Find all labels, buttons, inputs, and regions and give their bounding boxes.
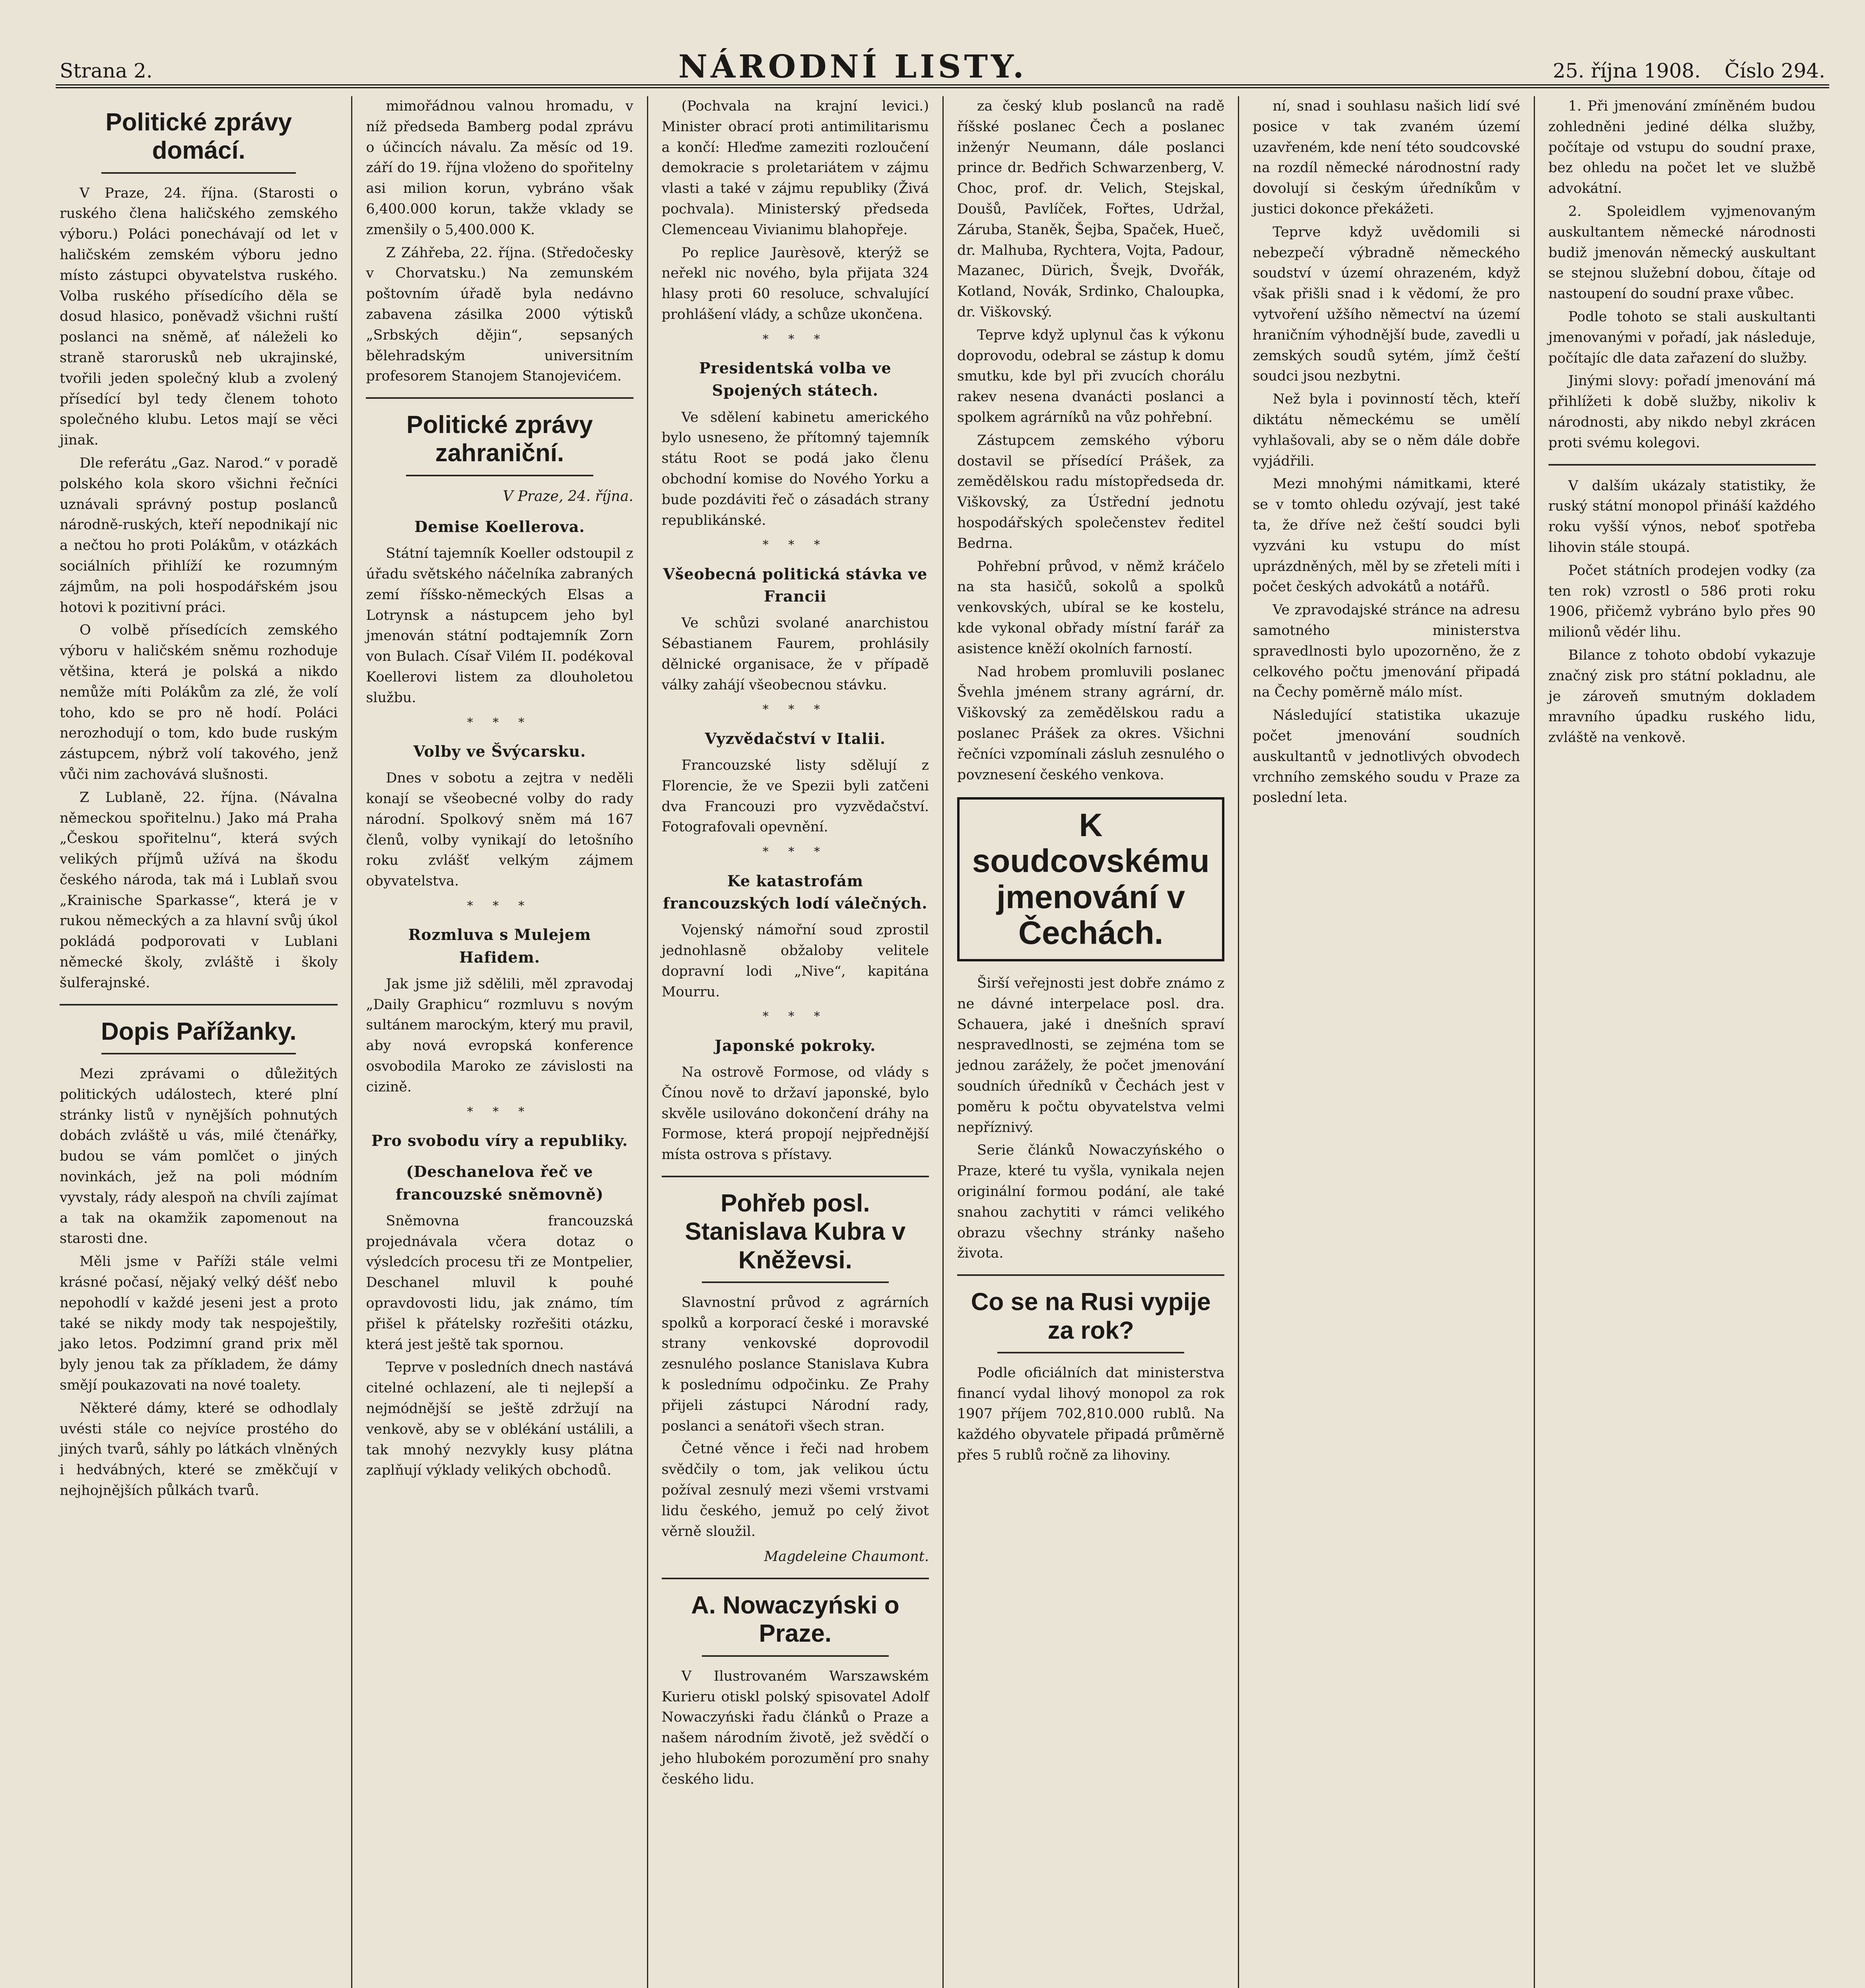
article-paragraph: V dalším ukázaly statistiky, že ruský státní monopol přináší každého roku vyšší výnos, neboť spotřeba lihovin stále stoupá.	[1548, 478, 1816, 555]
article-paragraph: V Praze, 24. října. (Starosti o ruského člena haličského zemského výboru.) Poláci ponechávají od let v haličském zemském výboru jedno místo zástupci obyvatelstva ruského. Volba ruského přísedícího děla se dosud hlasico, poněvadž všichni ruští poslanci na sněmě, ať náleželi ko straně starorusků neb ukrajinské, tvořili jeden společný klub a zvolený přísedící byl tedy členem tohoto společného klubu. Letos mají se věci jinak.	[60, 185, 338, 448]
article-paragraph: Jak jsme již sdělili, měl zpravodaj „Daily Graphicu“ rozmluvu s novým sultánem marockým, který mu pravil, aby nová evropská konference osvobodila Maroko ze závislosti na cizině.	[366, 976, 633, 1095]
article-paragraph: Mezi mnohými námitkami, které se v tomto ohledu ozývají, jest také ta, že dříve než čeští soudci byli vyzváni ku vstupu do míst uprázdněných, měl by se zřeteli míti i počet českých advokátů a notářů.	[1253, 476, 1520, 595]
article-paragraph: Následující statistika ukazuje počet jmenování soudních auskultantů v jednotlivých obvodech vrchního zemského soudu v Praze za poslední leta.	[1253, 707, 1520, 806]
article-paragraph: Nad hrobem promluvili poslanec Švehla jménem strany agrární, dr. Viškovský za zemědělskou radu a poslanec Prášek za okres. Všichni řečníci vzpomínali zásluh zesnulého o povznesení českého venkova.	[957, 664, 1225, 783]
section-divider	[662, 1176, 929, 1177]
issue-date: 25. října 1908.	[1552, 59, 1701, 82]
article-paragraph: Počet státních prodejen vodky (za ten rok) vzrostl o 586 proti roku 1906, přičemž vybráno bylo přes 90 milionů vědér lihu.	[1548, 562, 1816, 641]
article-paragraph: Bilance z tohoto období vykazuje značný zisk pro státní pokladnu, ale je zároveň smutným dokladem mravního úpadku ruského lidu, zvláště na venkově.	[1548, 647, 1816, 746]
article-paragraph: Z Lublaně, 22. října. (Návalna německou spořitelnu.) Jako má Praha „Českou spořitelnu“, která svých velikých příjmů užívá na škodu českého národa, tak má i Lublaň svou „Krainische Sparkasse“, která je v rukou německých a za hlavní svůj úkol pokládá podporovati v Lublani německé školy, zvláště i školy šulferajnské.	[60, 789, 338, 991]
article-paragraph: Než byla i povinností těch, kteří diktátu německému se umělí vyhlašovali, aby se o něm dále dobře vyjádřili.	[1253, 391, 1520, 469]
article-paragraph: mimořádnou valnou hromadu, v níž předseda Bamberg podal zprávu o účincích návalu. Za měsíc od 19. září do 19. října vloženo do spořitelny asi milion korun, vybráno však 6,400.000 korun, takže vklady se zmenšily o 5,400.000 K.	[366, 98, 633, 238]
article-paragraph: Sněmovna francouzská projednávala včera dotaz o výsledcích procesu tři ze Montpelier, Deschanel mluvil k pouhé opravdovosti lidu, jak známo, tím přišel k přátelsky rozřešiti otázku, která jest ještě tak spornou.	[366, 1213, 633, 1353]
article-paragraph: Slavnostní průvod z agrárních spolků a korporací české i moravské strany venkovské doprovodil zesnulého poslance Stanislava Kubra k poslednímu odpočinku. Ze Prahy přijeli zástupci Národní rady, poslanci a senátoři všech stran.	[661, 1294, 929, 1434]
article-paragraph: Podle oficiálních dat ministerstva financí vydal lihový monopol za rok 1907 příjem 702,810.000 rublů. Na každého obyvatele připadá průměrně přes 5 rublů ročně za lihoviny.	[957, 1365, 1225, 1463]
section-divider	[662, 1578, 929, 1579]
headline-foreign-politics: Politické zprávy zahraniční.	[366, 411, 633, 476]
article-paragraph: 2. Spoleidlem vyjmenovaným auskultantem německé národnosti budiž jmenován německý auskultant se stejnou služební dobou, čítaje od nastoupení do soudní praxe vůbec.	[1548, 203, 1816, 302]
author-signature: Magdeleine Chaumont.	[764, 1549, 929, 1565]
article-paragraph: Zástupcem zemského výboru dostavil se přísedící Prášek, za zemědělskou radu místopředseda dr. Viškovský, za Ústřední jednotu hospodářských společenstev ředitel Bedrna.	[957, 432, 1225, 551]
headline-nowaczynski: A. Nowaczyński o Praze.	[662, 1591, 929, 1657]
column-5	[1238, 96, 1533, 1988]
article-paragraph: Na ostrově Formose, od vlády s Čínou nově to državí japonské, bylo skvěle usilováno dokončení dráhy na Formose, která propojí nejpřednější místa ostrova s přístavy.	[661, 1064, 929, 1163]
column-4	[942, 96, 1238, 1988]
separator-stars: * * *	[762, 1010, 828, 1024]
subhead: Volby ve Švýcarsku.	[413, 742, 586, 761]
text-columns	[56, 96, 1829, 1988]
article-paragraph: Ve zpravodajské stránce na adresu samotného ministerstva spravedlnosti bylo upozorněno, že z celkového počtu jmenování připadá na Čechy poměrně málo míst.	[1253, 602, 1520, 701]
article-paragraph: Ve schůzi svolané anarchistou Sébastianem Faurem, prohlásily dělnické organisace, že v případě války zahájí všeobecnou stávku.	[661, 615, 929, 693]
article-paragraph: Mezi zprávami o důležitých politických událostech, které plní stránky listů v nynějších pohnutých dobách zvláště u vás, milé čtenářky, budou se vám pomlčet o jiných novinkách, jež na poli módním vyvstaly, rády alespoň na chvíli zajímat a tak na okamžik zapomenout na starosti dne.	[60, 1066, 338, 1247]
dateline: V Praze, 24. října.	[503, 488, 633, 505]
article-paragraph: Státní tajemník Koeller odstoupil z úřadu světského náčelníka zabraných zemí říšsko-německých Elsas a Lotrynsk a nástupcem jeho byl jmenován státní podtajemník Zorn von Bulach. Císař Vilém II. podékoval Koellerovi listem za dlouholetou službu.	[366, 546, 633, 706]
subhead: Demise Koellerova.	[414, 518, 585, 536]
separator-stars: * * *	[467, 1105, 532, 1119]
separator-stars: * * *	[762, 332, 828, 346]
column-2	[351, 96, 647, 1988]
section-divider	[366, 397, 633, 399]
article-paragraph: Serie článků Nowaczyńského o Praze, které tu vyšla, vynikala nejen originální formou podání, ale také snahou zachytiti v rámci velikého obrazu všechny stránky našeho života.	[957, 1142, 1225, 1262]
headline-russia-drinking: Co se na Rusi vypije za rok?	[957, 1288, 1224, 1353]
subhead: Japonské pokroky.	[715, 1036, 876, 1054]
article-paragraph: Některé dámy, které se odhodlaly uvésti stále co nejvíce prostého do jiných tvarů, sáhly po látkách vlněných i hedvábných, které se změkčují v nejhojnějších půlkách tvarů.	[60, 1400, 338, 1499]
subhead: Vyzvědačství v Italii.	[705, 729, 886, 747]
article-paragraph: Teprve v posledních dnech nastává citelné ochlazení, ale ti nejlepší a nejmódnější se ještě zdržují na venkově, aby se v oblékání ustálili, a tak mnohý nezvykly kusy plátna zaplňují výklady velikých obchodů.	[366, 1359, 633, 1479]
subhead: Všeobecná politická stávka ve Francii	[663, 565, 928, 606]
article-paragraph: (Pochvala na krajní levici.) Minister obrací proti antimilitarismu a končí: Hleďme zameziti rozloučení demokracie s proletariátem v zájmu vlasti a také v zájmu republiky (Živá pochvala). Ministerský předseda Clemenceau Vivianimu blahopřeje.	[661, 98, 929, 238]
article-paragraph: Četné věnce i řeči nad hrobem svědčily o tom, jak velikou úctu požíval zesnulý mezi všemi vrstvami lidu českého, jemuž po celý život věrně sloužil.	[661, 1441, 929, 1540]
section-divider	[957, 1274, 1224, 1276]
article-paragraph: Teprve když uvědomili si nebezpečí výbradně německého soudství v území ohrazeném, když však přišli snad i k vědomí, že pro vytvoření užšího němectví na území hraničním výhodnější bude, zavedli u zemských soudů sytém, jímž čeští soudci jsou nezbytni.	[1253, 224, 1520, 384]
separator-stars: * * *	[467, 899, 532, 913]
article-paragraph: za český klub poslanců na radě říšské poslanec Čech a poslanec inženýr Neumann, dále poslanci prince dr. Bedřich Schwarzenberg, V. Choc, prof. dr. Velich, Stejskal, Doušů, Pavlíček, Fořtes, Udržal, Záruba, Staněk, Šejba, Spaček, Hueč, dr. Malhuba, Rychtera, Vojta, Padour, Mazanec, Dürich, Švejk, Dvořák, Kotland, Novák, Srdinko, Chaloupka, dr. Viškovský.	[957, 98, 1225, 320]
article-paragraph: ní, snad i souhlasu našich lidí své posice v tak zvaném území uzavřeném, kde není této soudcovské na rozdíl německé národnostní rady dovolují si českým úředníkům v justici dokonce překážeti.	[1253, 98, 1520, 217]
separator-stars: * * *	[762, 845, 828, 859]
masthead-right	[1553, 59, 1825, 82]
article-paragraph: Širší veřejnosti jest dobře známo z ne dávné interpelace posl. dra. Schauera, jaké i dnešních spraví nespravedlnosti, se zejména tom se jednou zarážely, že počet jmenování soudních úředníků v Čechách jest v poměru k počtu obyvatelstva velmi nepříznivý.	[957, 975, 1225, 1136]
article-paragraph: Z Záhřeba, 22. října. (Středočesky v Chorvatsku.) Na zemunském poštovním úřadě byla nedávno zabavena zásilka 2000 výtisků „Srbských dějin“, sepsaných bělehradským universitním profesorem Stanojem Stanojevićem.	[366, 245, 633, 384]
headline-paris-letter: Dopis Pařížanky.	[60, 1017, 338, 1054]
subhead: Presidentská volba ve Spojených státech.	[699, 359, 892, 400]
headline-box-judicial: K soudcovskému jmenování v Čechách.	[957, 797, 1224, 961]
article-paragraph: Jinými slovy: pořadí jmenování má přihlížeti k době služby, nikoliv k národnosti, aby nikdo nebyl zkrácen proti svému kolegovi.	[1548, 373, 1816, 451]
subhead: Rozmluva s Mulejem Hafidem.	[408, 926, 591, 966]
article-paragraph: V Ilustrovaném Warszawském Kurieru otiskl polský spisovatel Adolf Nowaczyński řadu článků o Praze a našem národním životě, jež svědčí o jeho hlubokém porozumění pro snahy českého lidu.	[661, 1668, 929, 1787]
separator-stars: * * *	[762, 703, 828, 717]
masthead	[56, 48, 1829, 88]
column-3	[647, 96, 942, 1988]
subhead-note: (Deschanelova řeč ve francouzské sněmovně)	[395, 1163, 604, 1203]
page-number: Strana 2.	[60, 59, 153, 82]
paper-title: NÁRODNÍ LISTY.	[678, 48, 1027, 85]
issue-number: Číslo 294.	[1724, 59, 1825, 82]
subhead: Ke katastrofám francouzských lodí válečných.	[663, 872, 928, 912]
headline-domestic-politics: Politické zprávy domácí.	[60, 108, 338, 174]
subhead: Pro svobodu víry a republiky.	[371, 1132, 628, 1150]
article-paragraph: Vojenský námořní soud zprostil jednohlasně obžaloby velitele dopravní lodi „Nive“, kapitána Mourru.	[661, 922, 929, 1000]
section-divider	[1548, 464, 1816, 466]
section-divider	[60, 1004, 338, 1006]
article-paragraph: Po replice Jaurèsově, kterýž se neřekl nic nového, byla přijata 324 hlasy proti 60 resoluce, schvalující prohlášení vlády, a schůze ukončena.	[661, 245, 929, 322]
article-paragraph: Pohřební průvod, v němž kráčelo na sta hasičů, sokolů a spolků venkovských, ubíral se ke kostelu, kde vykonal obřady místní farář za asistence kněží okolních farností.	[957, 558, 1225, 657]
article-paragraph: Podle tohoto se stali auskultanti jmenovanými v pořadí, jak následuje, počítajíc dle data zařazení do služby.	[1548, 309, 1816, 366]
article-paragraph: Dnes v sobotu a zejtra v neděli konají se všeobecné volby do rady národní. Spolkový sněm má 167 členů, volby vynikají do letošního roku zvlášť velkým zájmem obyvatelstva.	[366, 770, 633, 889]
headline-kubr-funeral: Pohřeb posl. Stanislava Kubra v Kněževsi.	[662, 1189, 929, 1283]
article-paragraph: Ve sdělení kabinetu amerického bylo usneseno, že přítomný tajemník státu Root se podá jako členu obchodní komise do Nového Yorku a bude pozdáviti řeč o zásadách strany republikánské.	[661, 409, 929, 528]
article-paragraph: 1. Při jmenování zmíněném budou zohledněni jediné délka služby, počítaje od vstupu do soudní praxe, bez ohledu na počet let ve službě advokátní.	[1548, 98, 1816, 197]
article-paragraph: Teprve když uplynul čas k výkonu doprovodu, odebral se zástup k domu smutku, kde byl při zvucích chorálu rakev nesena dvanácti poslanci a spolkem agrárníků na vůz pohřební.	[957, 327, 1225, 425]
column-1	[56, 96, 351, 1988]
separator-stars: * * *	[467, 715, 532, 730]
article-paragraph: Francouzské listy sdělují z Florencie, že ve Spezii byli zatčeni dva Francouzi pro vyzvědačství. Fotografovali opevnění.	[661, 757, 929, 835]
article-paragraph: Dle referátu „Gaz. Narod.“ v poradě polského kola skoro všichni řečníci uznávali správný postup poslanců národně-ruských, kteří nepodnikají nic a nečtou ho proti Polákům, v otázkách sociálních přihlíží ke rozumným zájmům, na poli hospodářském jsou hotovi k pozitivní práci.	[60, 455, 338, 615]
article-paragraph: Měli jsme v Paříži stále velmi krásné počasí, nějaký velký déšť nebo nepohodlí v každé jeseni jest a proto také se nikdy mody tak nespoještily, jako letos. Podzimní grand prix měl byly jenou tak za příkladem, že dámy smějí poukazovati na nové toalety.	[60, 1254, 338, 1393]
column-6	[1534, 96, 1829, 1988]
article-paragraph: O volbě přísedících zemského výboru v haličském sněmu rozhoduje většina, která je polská a nikdo nemůže míti Polákům za zlé, že volí toho, kdo se pro ně hodí. Poláci nerozhodují o tom, kdo bude ruským zástupcem, nýbrž volí takového, jenž vůči nim zachovává slušnosti.	[60, 622, 338, 782]
separator-stars: * * *	[762, 538, 828, 552]
